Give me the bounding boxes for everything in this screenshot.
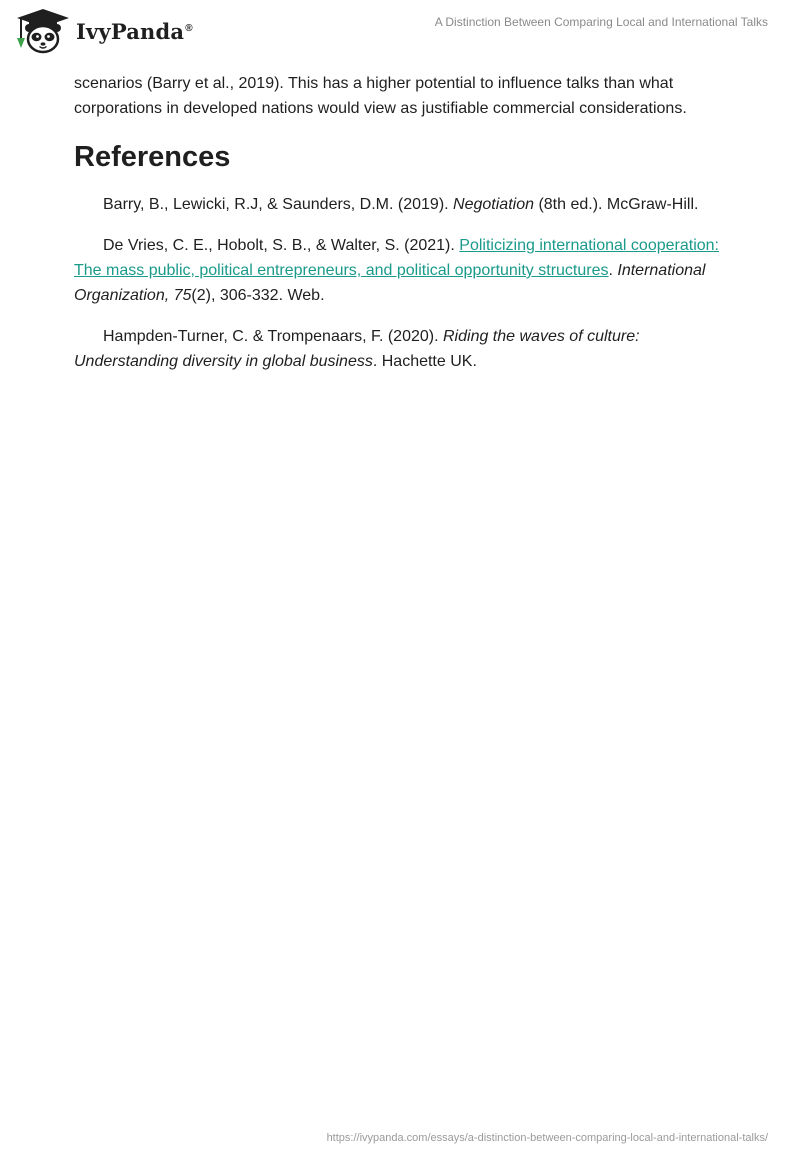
footer-url[interactable]: https://ivypanda.com/essays/a-distinction-between-comparing-local-and-international-talks/ bbox=[326, 1132, 768, 1144]
reference-item: De Vries, C. E., Hobolt, S. B., & Walter, S. (2021). Politicizing international cooperation: The mass public, political entrepreneurs, and political opportunity structures. International Organization, 75(2), 306-332. Web. bbox=[74, 237, 719, 304]
references-heading: References bbox=[74, 141, 231, 173]
reference-title: Negotiation bbox=[453, 196, 534, 213]
reference-item: Barry, B., Lewicki, R.J, & Saunders, D.M. (2019). Negotiation (8th ed.). McGraw-Hill. bbox=[103, 196, 699, 213]
logo-wordmark: IvyPanda® bbox=[76, 18, 193, 44]
document-body bbox=[74, 71, 724, 390]
reference-link[interactable]: Politicizing international cooperation: The mass public, political entrepreneurs, and political opportunity structures bbox=[74, 237, 719, 279]
reference-journal: International Organization, 75 bbox=[74, 262, 706, 304]
continuation-paragraph: scenarios (Barry et al., 2019). This has a higher potential to influence talks than what corporations in developed nations would view as justifiable commercial considerations. bbox=[74, 75, 687, 117]
ivypanda-logo[interactable] bbox=[14, 8, 193, 54]
page-header bbox=[0, 0, 800, 60]
running-title: A Distinction Between Comparing Local and International Talks bbox=[434, 15, 768, 29]
reference-item: Hampden-Turner, C. & Trompenaars, F. (2020). Riding the waves of culture: Understanding diversity in global business. Hachette UK. bbox=[74, 328, 640, 370]
reference-title: Riding the waves of culture: Understanding diversity in global business bbox=[74, 328, 640, 370]
panda-graduate-icon bbox=[14, 8, 72, 54]
